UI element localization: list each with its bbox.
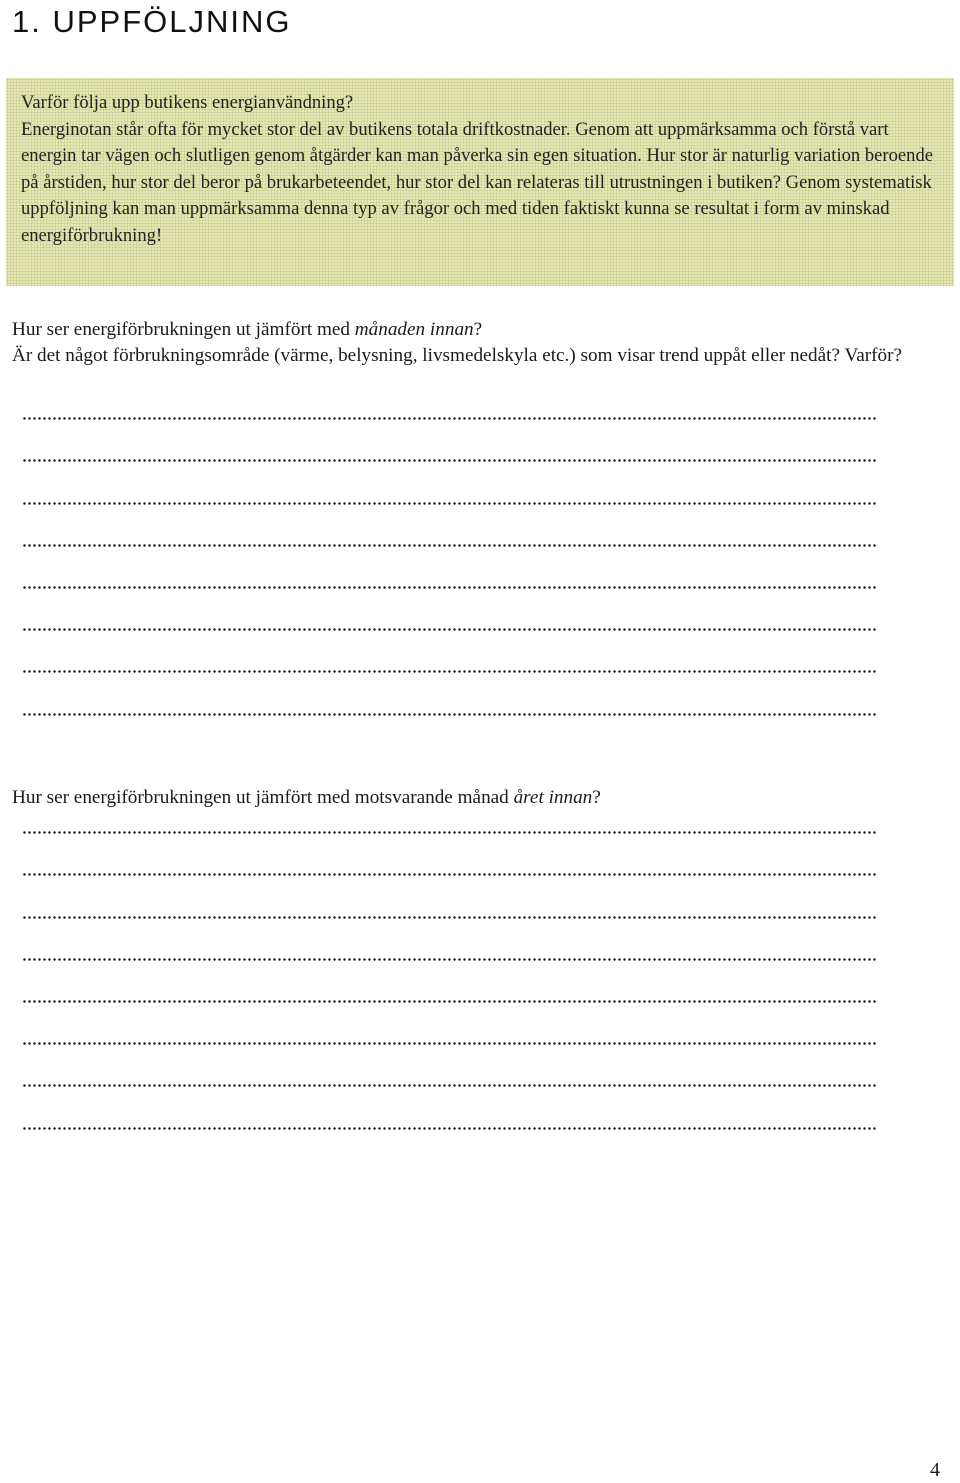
- dotted-line: [22, 502, 878, 505]
- question-1-line-2: Är det något förbrukningsområde (värme, belysning, livsmedelskyla etc.) som visar trend uppåt eller nedåt? Varför?: [12, 345, 902, 366]
- answer-line: [22, 979, 878, 1021]
- question-1: [12, 317, 947, 369]
- intro-question: Varför följa upp butikens energianvändning?: [21, 92, 354, 113]
- question-1-suffix: ?: [473, 319, 483, 340]
- dotted-line: [22, 873, 878, 876]
- answer-line: [22, 396, 878, 438]
- dotted-line: [22, 670, 878, 673]
- answer-line: [22, 691, 878, 733]
- dotted-line: [22, 417, 878, 420]
- answer-line: [22, 438, 878, 480]
- question-1-emphasis: månaden innan: [354, 319, 474, 340]
- dotted-line: [22, 958, 878, 961]
- intro-box: [6, 78, 954, 286]
- dotted-line: [22, 544, 878, 547]
- answer-line: [22, 480, 878, 522]
- answer-line: [22, 523, 878, 565]
- question-2: [12, 785, 601, 811]
- question-1-line-1: [12, 317, 947, 343]
- page-heading: 1. UPPFÖLJNING: [12, 4, 292, 39]
- question-2-emphasis: året innan: [513, 787, 593, 808]
- answer-line: [22, 852, 878, 894]
- answer-line: [22, 1105, 878, 1147]
- answer-line: [22, 649, 878, 691]
- intro-body: Energinotan står ofta för mycket stor del av butikens totala driftkostnader. Genom att uppmärksamma och förstå vart energin tar vägen och slutligen genom åtgärder kan man påverka sin egen situation. Hur stor är naturlig variation beroende på årstiden, hur stor del beror på brukarbeteendet, hur stor del kan relateras till utrustningen i butiken? Genom systematisk uppföljning kan man uppmärksamma denna typ av frågor och med tiden faktiskt kunna se resultat i form av minskad energiförbrukning!: [21, 118, 933, 246]
- dotted-line: [22, 1000, 878, 1003]
- question-1-prefix: Hur ser energiförbrukningen ut jämfört med: [12, 319, 355, 340]
- question-2-prefix: Hur ser energiförbrukningen ut jämfört med motsvarande månad: [12, 787, 514, 808]
- page-number: 4: [930, 1459, 940, 1481]
- question-2-suffix: ?: [592, 787, 601, 808]
- dotted-line: [22, 459, 878, 462]
- dotted-line: [22, 713, 878, 716]
- answer-line: [22, 607, 878, 649]
- dotted-line: [22, 1042, 878, 1045]
- dotted-line: [22, 586, 878, 589]
- dotted-line: [22, 916, 878, 919]
- answer-line: [22, 1021, 878, 1063]
- answer-lines-2: [22, 810, 878, 1148]
- dotted-line: [22, 1084, 878, 1087]
- answer-line: [22, 894, 878, 936]
- answer-line: [22, 937, 878, 979]
- answer-line: [22, 565, 878, 607]
- answer-line: [22, 1063, 878, 1105]
- answer-line: [22, 810, 878, 852]
- answer-lines-1: [22, 396, 878, 734]
- dotted-line: [22, 831, 878, 834]
- dotted-line: [22, 628, 878, 631]
- dotted-line: [22, 1127, 878, 1130]
